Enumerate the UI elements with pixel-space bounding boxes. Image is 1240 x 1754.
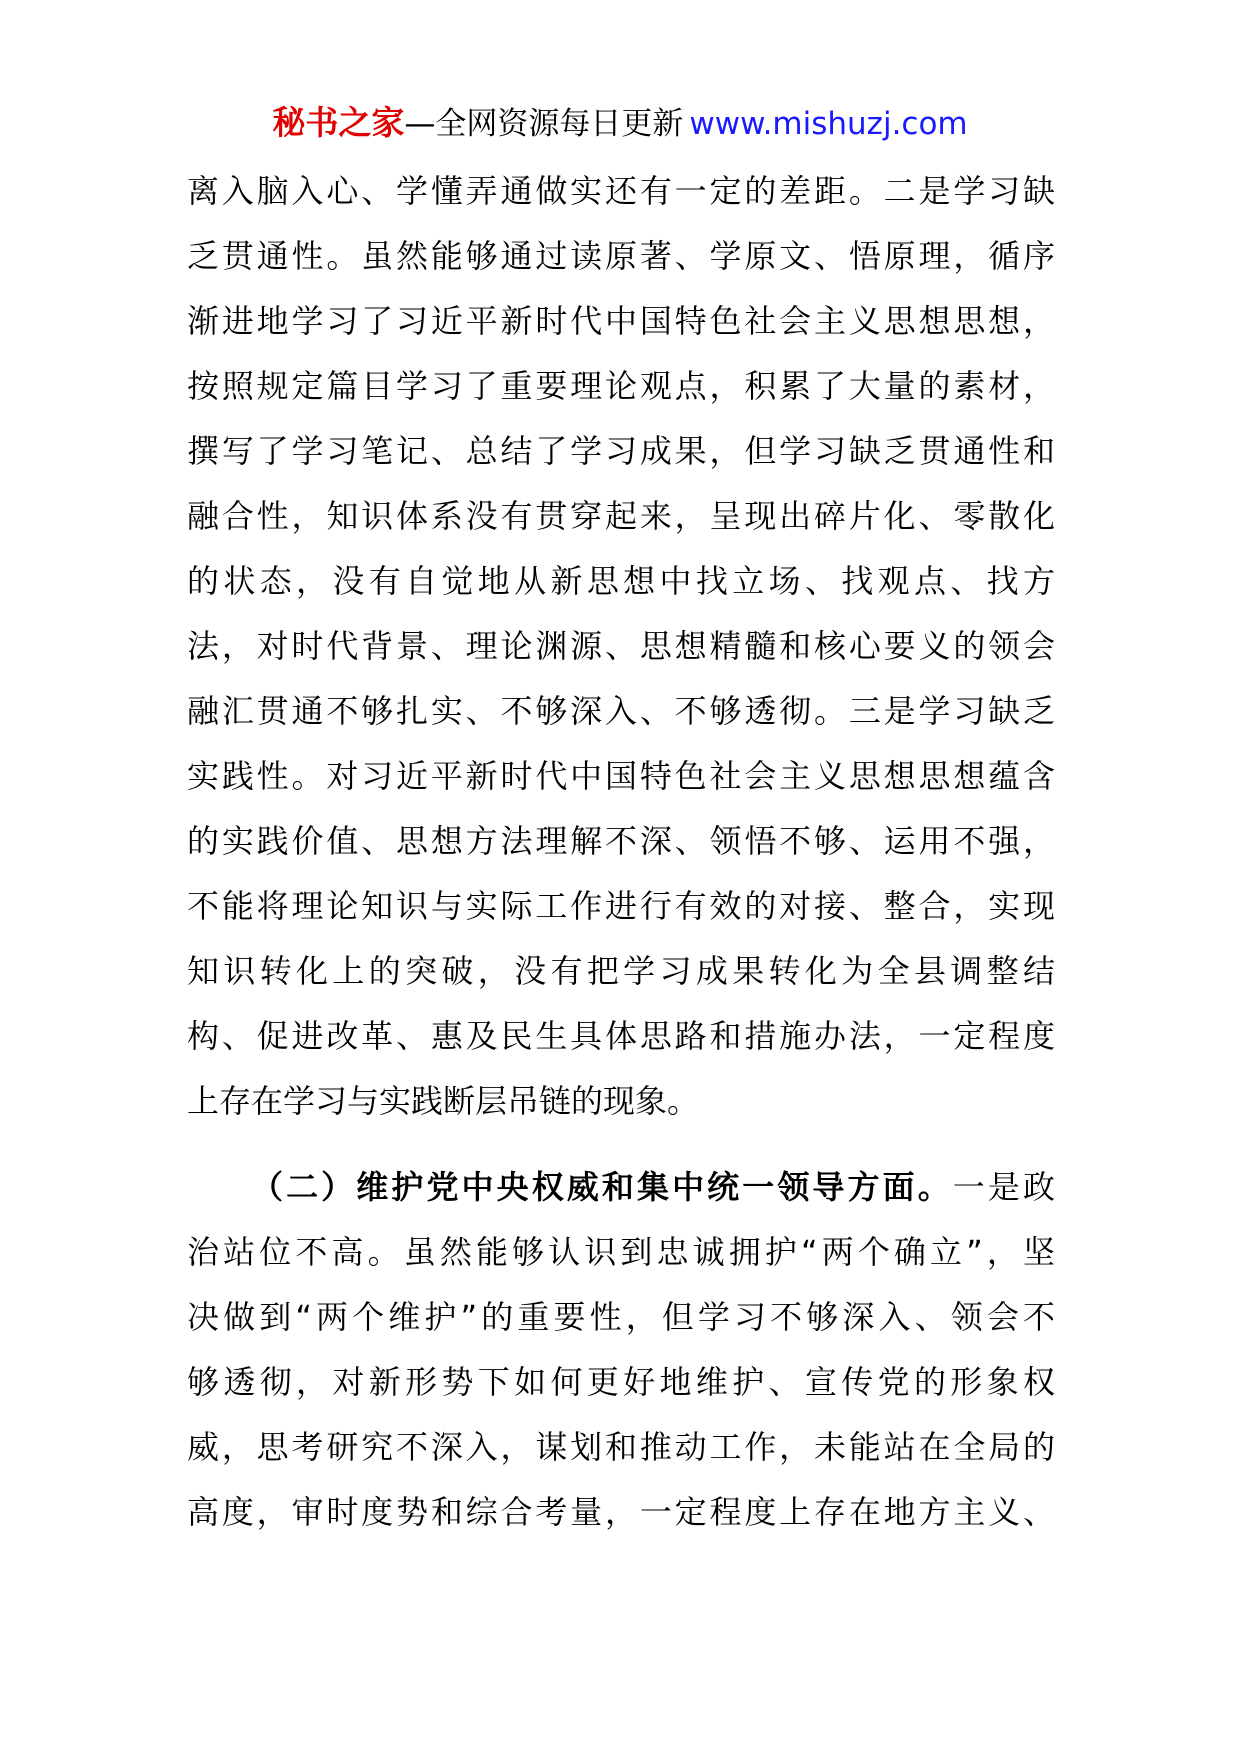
header-tagline: —全网资源每日更新 [404,106,684,142]
text-line: 渐进地学习了习近平新时代中国特色社会主义思想思想， [187,302,1055,340]
text-line: 离入脑入心、学懂弄通做实还有一定的差距。二是学习缺 [187,172,1055,210]
page-header [0,102,1240,145]
text-line: 的实践价值、思想方法理解不深、领悟不够、运用不强， [187,822,1055,860]
document-body [187,159,1055,1545]
text-line: 高度，审时度势和综合考量，一定程度上存在地方主义、 [187,1493,1055,1531]
text-line: 够透彻，对新形势下如何更好地维护、宣传党的形象权 [187,1363,1055,1401]
text-line: 不能将理论知识与实际工作进行有效的对接、整合，实现 [187,887,1055,925]
brand-name: 秘书之家 [272,103,405,142]
text-line: 治站位不高。虽然能够认识到忠诚拥护“两个确立”，坚 [187,1233,1055,1271]
text-line: 的状态，没有自觉地从新思想中找立场、找观点、找方 [187,562,1055,600]
text-line: 乏贯通性。虽然能够通过读原著、学原文、悟原理，循序 [187,237,1055,275]
text-line: 决做到“两个维护”的重要性，但学习不够深入、领会不 [187,1298,1055,1336]
text-line: 融汇贯通不够扎实、不够深入、不够透彻。三是学习缺乏 [187,692,1055,730]
site-url-link[interactable]: www.mishuzj.com [689,106,968,142]
paragraph-2 [187,1155,1055,1545]
text-line: 按照规定篇目学习了重要理论观点，积累了大量的素材， [187,367,1055,405]
text-line: 法，对时代背景、理论渊源、思想精髓和核心要义的领会 [187,627,1055,665]
text-line: 上存在学习与实践断层吊链的现象。 [187,1082,700,1120]
text-line: 知识转化上的突破，没有把学习成果转化为全县调整结 [187,952,1055,990]
text-line: 融合性，知识体系没有贯穿起来，呈现出碎片化、零散化 [187,497,1055,535]
text-line: 构、促进改革、惠及民生具体思路和措施办法，一定程度 [187,1017,1055,1055]
text-line: 实践性。对习近平新时代中国特色社会主义思想思想蕴含 [187,757,1055,795]
section-heading-line [187,1155,1055,1220]
paragraph-1 [187,159,1055,1134]
text-line: 撰写了学习笔记、总结了学习成果，但学习缺乏贯通性和 [187,432,1055,470]
heading-line-text: 一是政 [952,1168,1055,1206]
section-heading: （二）维护党中央权威和集中统一领导方面。 [251,1168,953,1206]
text-line: 威，思考研究不深入，谋划和推动工作，未能站在全局的 [187,1428,1055,1466]
